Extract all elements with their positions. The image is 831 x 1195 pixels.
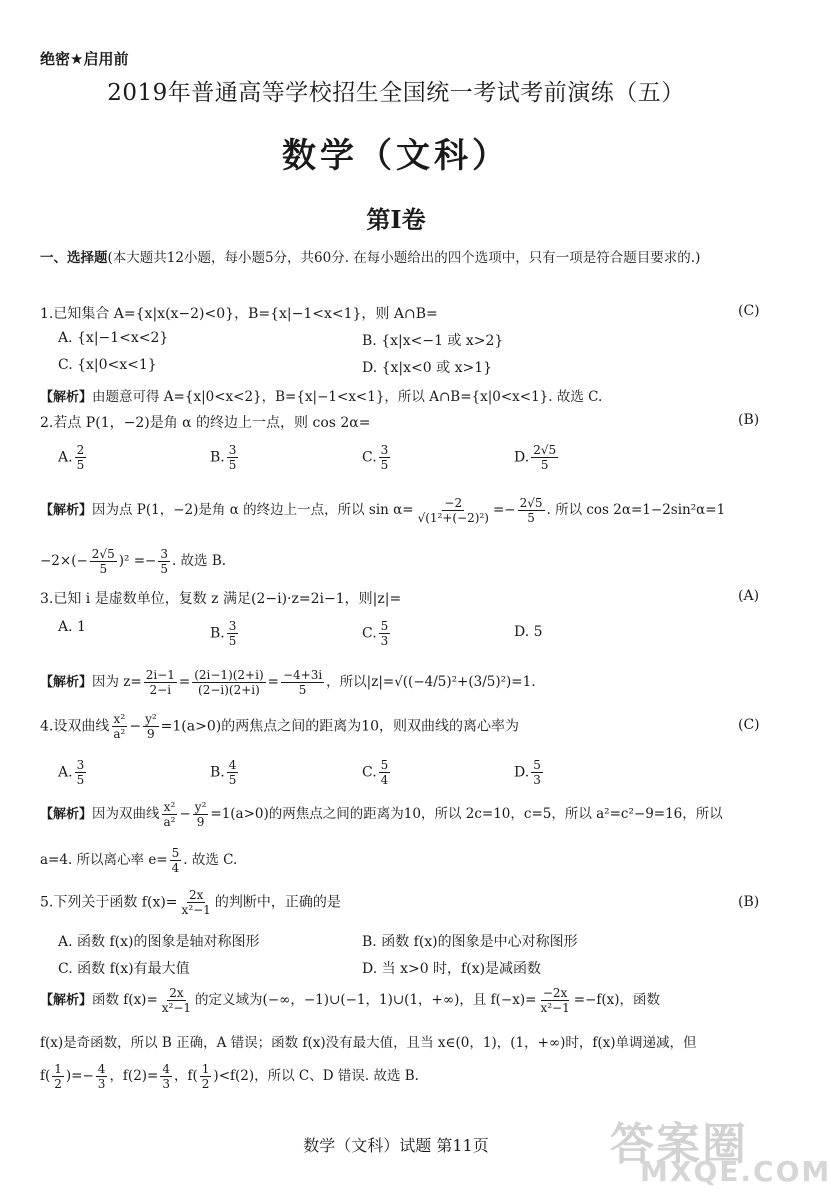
fraction [531, 758, 543, 787]
fraction-denominator: 5 [76, 773, 85, 787]
fraction [96, 1062, 108, 1091]
solution-text: f( [40, 1068, 51, 1084]
fraction-denominator: 5 [228, 458, 237, 472]
solution-text: ，所以|z|=√((−4/5)²+(3/5)²)=1. [326, 674, 536, 690]
q4-solution-line-2 [40, 846, 237, 875]
option-label: D. 5 [514, 624, 543, 640]
option-label: C. [362, 764, 377, 781]
question-text: 的判断中，正确的是 [214, 894, 341, 911]
fraction-numerator: 2√5 [533, 443, 557, 457]
fraction-denominator: 5 [228, 773, 237, 787]
fraction [416, 496, 491, 525]
fraction [158, 547, 170, 576]
solution-text: =− [492, 502, 516, 518]
q1-option-c: C. {x|0<x<1} [58, 357, 157, 373]
q5-option-a: A. 函数 f(x)的图象是轴对称图形 [58, 934, 260, 950]
q2-answer: (B) [738, 412, 760, 428]
fraction-denominator: 5 [380, 458, 389, 472]
fraction-denominator: 5 [99, 562, 108, 576]
fraction-denominator: a² [113, 727, 126, 741]
q4-solution-line-1 [40, 800, 723, 829]
question-text: 4.设双曲线 [40, 718, 110, 735]
fraction-denominator: 2−i [149, 683, 172, 697]
q3-solution [40, 668, 536, 697]
fraction-numerator: 5 [380, 758, 389, 772]
solution-text: . 故选 C. [183, 852, 238, 868]
fraction-denominator: x²−1 [540, 1001, 570, 1015]
solution-text: )² =− [118, 553, 157, 569]
fraction [75, 443, 87, 472]
fraction-numerator: 3 [160, 547, 168, 561]
q3-stem: 3.已知 i 是虚数单位，复数 z 满足(2−i)·z=2i−1，则|z|= [40, 591, 402, 607]
fraction-denominator: 5 [160, 562, 168, 576]
solution-text: )<f(2)，所以 C、D 错误. 故选 B. [213, 1068, 419, 1084]
fraction-denominator: a² [163, 815, 176, 829]
q3-option-d [514, 624, 543, 640]
solution-text: . 所以 cos 2α=1−2sin²α=1 [546, 502, 726, 518]
q5-answer: (B) [738, 894, 760, 910]
option-label: D. [514, 449, 530, 466]
option-label: D. [514, 764, 530, 781]
fraction [227, 443, 239, 472]
option-label: B. [210, 449, 225, 466]
q5-option-b: B. 函数 f(x)的图象是中心对称图形 [362, 934, 578, 950]
q4-answer: (C) [738, 717, 760, 733]
q5-solution-line-1 [40, 986, 660, 1015]
fraction-denominator: 3 [380, 634, 389, 648]
q3-option-b [210, 619, 240, 648]
fraction-denominator: (2−i)(2+i) [198, 683, 260, 697]
fraction-numerator: 3 [228, 443, 237, 457]
fraction-numerator: 5 [380, 619, 389, 633]
q5-option-d: D. 当 x>0 时，f(x)是减函数 [362, 961, 542, 977]
q4-option-a [58, 758, 88, 787]
fraction [144, 668, 177, 697]
fraction [379, 758, 391, 787]
solution-text: 因为点 P(1，−2)是角 α 的终边上一点，所以 sin α= [92, 502, 414, 518]
fraction [160, 1062, 172, 1091]
q1-option-d: D. {x|x<0 或 x>1} [362, 360, 493, 376]
option-label: A. 1 [58, 619, 86, 635]
fraction-numerator: y² [194, 800, 207, 814]
fraction-numerator: 2x [169, 986, 184, 1000]
q4-option-b [210, 758, 240, 787]
fraction-numerator: x² [113, 712, 126, 726]
q1-solution-text: 由题意可得 A={x|0<x<2}，B={x|−1<x<1}，所以 A∩B={x|0<x<1}. 故选 C. [92, 389, 603, 405]
fraction [162, 800, 178, 829]
q1-answer: (C) [738, 303, 760, 319]
fraction [531, 443, 558, 472]
fraction-numerator: −2x [542, 986, 568, 1000]
fraction-numerator: 2√5 [91, 547, 115, 561]
fraction [379, 619, 391, 648]
volume-title: 第Ⅰ卷 [366, 205, 426, 234]
fraction-numerator: −2 [444, 496, 463, 510]
q1-option-a: A. {x|−1<x<2} [58, 330, 169, 346]
q2-option-a [58, 443, 88, 472]
option-label: A. [58, 764, 73, 781]
fraction-numerator: 2i−1 [145, 668, 175, 682]
q3-option-c [362, 619, 392, 648]
q3-option-a [58, 619, 86, 635]
fraction-numerator: 1 [201, 1062, 210, 1076]
fraction-denominator: 3 [533, 773, 541, 787]
fraction-denominator: 9 [147, 727, 155, 741]
section-title: 一、选择题 [40, 250, 108, 266]
fraction-numerator: 3 [228, 619, 237, 633]
fraction [111, 712, 127, 741]
fraction-denominator: √(1²+(−2)²) [417, 511, 489, 525]
question-text: =1(a>0)的两焦点之间的距离为10，则双曲线的离心率为 [160, 718, 520, 735]
fraction [52, 1062, 64, 1091]
fraction-denominator: 5 [527, 511, 535, 525]
fraction-numerator: 3 [76, 758, 85, 772]
fraction-denominator: 3 [162, 1077, 171, 1091]
option-label: C. [362, 449, 377, 466]
option-label: A. [58, 449, 73, 466]
fraction [170, 846, 182, 875]
question-text: − [129, 718, 142, 735]
solution-tag: 【解析】 [40, 675, 93, 690]
fraction [200, 1062, 212, 1091]
q1-stem: 1.已知集合 A={x|x(x−2)<0}，B={x|−1<x<1}，则 A∩B= [40, 306, 438, 322]
solution-text: 函数 f(x)= [92, 992, 158, 1008]
fraction-denominator: 3 [97, 1077, 106, 1091]
fraction-numerator: 4 [97, 1062, 106, 1076]
fraction [227, 758, 239, 787]
q5-solution-line-3 [40, 1062, 419, 1091]
fraction-numerator: 5 [533, 758, 541, 772]
solution-tag: 【解析】 [40, 807, 93, 822]
solution-tag: 【解析】 [40, 390, 93, 405]
fraction [227, 619, 239, 648]
fraction [75, 758, 87, 787]
fraction-numerator: 2 [76, 443, 85, 457]
q1-option-b: B. {x|x<−1 或 x>2} [362, 333, 504, 349]
subject-title: 数学（文科） [282, 136, 510, 176]
q2-stem: 2.若点 P(1，−2)是角 α 的终边上一点，则 cos 2α= [40, 415, 371, 431]
q2-option-c [362, 443, 392, 472]
q5-solution-line-2: f(x)是奇函数，所以 B 正确，A 错误；函数 f(x)没有最大值，且当 x∈(0，1)，(1，+∞)时，f(x)单调递减，但 [40, 1035, 697, 1051]
solution-tag: 【解析】 [40, 993, 93, 1008]
q2-solution-line-1 [40, 496, 725, 525]
solution-text: ，f(2)= [109, 1068, 159, 1084]
fraction-numerator: 3 [380, 443, 389, 457]
fraction-denominator: x²−1 [181, 903, 211, 917]
fraction-denominator: 5 [76, 458, 85, 472]
q3-answer: (A) [738, 588, 760, 604]
q2-option-b [210, 443, 240, 472]
solution-text: a=4. 所以离心率 e= [40, 852, 168, 868]
fraction-numerator: 4 [162, 1062, 171, 1076]
question-text: 5.下列关于函数 f(x)= [40, 894, 178, 911]
q1-solution [40, 385, 602, 405]
watermark-url: MXQE.COM [640, 1155, 831, 1188]
solution-text: = [267, 674, 279, 690]
solution-text: . 故选 B. [171, 553, 227, 569]
solution-text: 因为 z= [92, 674, 142, 690]
fraction-numerator: 2x [188, 888, 204, 902]
fraction [143, 712, 159, 741]
solution-text: =1(a>0)的两焦点之间的距离为10，所以 2c=10，c=5，所以 a²=c²−9=16，所以 [210, 806, 723, 822]
solution-text: =−f(x)，函数 [573, 992, 660, 1008]
solution-text: −2×(− [40, 553, 88, 569]
solution-text: − [179, 806, 191, 822]
q5-option-c: C. 函数 f(x)有最大值 [58, 961, 190, 977]
fraction [538, 986, 571, 1015]
fraction-numerator: y² [145, 712, 157, 726]
solution-text: 因为双曲线 [92, 806, 160, 822]
fraction-denominator: 9 [196, 815, 205, 829]
solution-text: ，f( [174, 1068, 198, 1084]
exam-title: 2019年普通高等学校招生全国统一考试考前演练（五） [107, 80, 685, 106]
option-label: C. [362, 625, 377, 642]
section-header [40, 246, 770, 270]
fraction-denominator: 5 [298, 683, 307, 697]
fraction-numerator: 5 [171, 846, 180, 860]
fraction-denominator: 5 [228, 634, 237, 648]
q4-option-c [362, 758, 392, 787]
fraction-denominator: 4 [171, 861, 180, 875]
fraction-numerator: (2i−1)(2+i) [194, 668, 264, 682]
fraction [90, 547, 117, 576]
fraction [180, 888, 213, 917]
fraction-numerator: 1 [54, 1062, 62, 1076]
page-footer: 数学（文科）试题 第11页 [303, 1136, 489, 1155]
fraction [518, 496, 545, 525]
q2-option-d [514, 443, 560, 472]
q4-option-d [514, 758, 545, 787]
fraction-numerator: 4 [228, 758, 237, 772]
solution-text: )=− [65, 1068, 94, 1084]
option-label: B. [210, 625, 225, 642]
solution-text: 的定义域为(−∞，−1)∪(−1，1)∪(1，+∞)，且 f(−x)= [195, 992, 537, 1008]
fraction [379, 443, 391, 472]
fraction [193, 800, 209, 829]
fraction [160, 986, 193, 1015]
fraction-denominator: x²−1 [161, 1001, 192, 1015]
fraction-denominator: 5 [540, 458, 549, 472]
section-instructions: (本大题共12小题，每小题5分，共60分. 在每小题给出的四个选项中，只有一项是符合题目要求的.) [107, 250, 701, 266]
q4-stem [40, 712, 519, 741]
fraction-denominator: 4 [380, 773, 389, 787]
fraction-denominator: 2 [201, 1077, 210, 1091]
q2-solution-line-2 [40, 547, 226, 576]
watermark-logo: 答案圈 [610, 1119, 748, 1170]
confidential-label: 绝密★启用前 [40, 50, 129, 68]
fraction-numerator: x² [163, 800, 176, 814]
option-label: B. [210, 764, 225, 781]
fraction-denominator: 2 [54, 1077, 62, 1091]
fraction [192, 668, 265, 697]
fraction-numerator: 2√5 [519, 496, 543, 510]
fraction-numerator: −4+3i [282, 668, 323, 682]
fraction [281, 668, 324, 697]
solution-tag: 【解析】 [40, 503, 93, 518]
solution-text: = [178, 674, 191, 690]
q5-stem [40, 888, 341, 917]
